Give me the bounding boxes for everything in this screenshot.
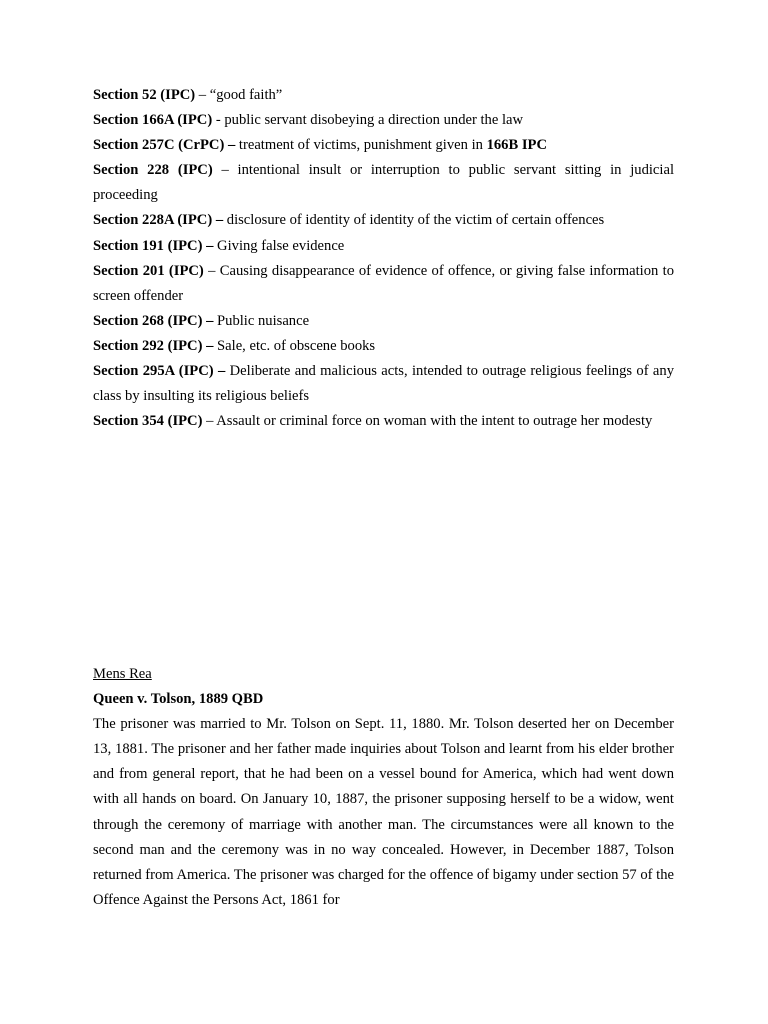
section-entry bbox=[93, 334, 674, 359]
section-ref: Section 228 (IPC) bbox=[93, 162, 213, 179]
section-entry: Section 354 (IPC) – Assault or criminal force on woman with the intent to outrage her modesty bbox=[93, 413, 653, 430]
section-desc: disclosure of identity of identity of the victim of certain offences bbox=[226, 212, 605, 229]
section-desc: Public nuisance bbox=[217, 312, 310, 329]
section-desc: “good faith” bbox=[209, 87, 283, 103]
case-title: Queen v. Tolson, 1889 QBD bbox=[93, 691, 264, 708]
section-desc: treatment of victims, punishment given in bbox=[238, 137, 487, 154]
section-ref: Section 268 (IPC) – bbox=[93, 312, 214, 329]
section-ref: Section 354 (IPC) bbox=[93, 413, 203, 430]
mens-rea-heading: Mens Rea bbox=[93, 666, 152, 682]
section-entry bbox=[93, 359, 674, 409]
section-desc: Sale, etc. of obscene books bbox=[217, 337, 376, 354]
case-body: The prisoner was married to Mr. Tolson on Sept. 11, 1880. Mr. Tolson deserted her on December 13, 1881. The prisoner and her father made inquiries about Tolson and learnt from his elder brother and from general report, that he had been on a vessel bound for America, which had went down with all hands on board. On January 10, 1887, the prisoner supposing herself to be a widow, went through the ceremony of marriage with another man. The circumstances were all known to the second man and the ceremony was in no way concealed. However, in December 1887, Tolson returned from America. The prisoner was charged for the offence of bigamy under section 57 of the Offence Against the Persons Act, 1861 for bbox=[93, 716, 674, 908]
section-ref: Section 52 (IPC) bbox=[93, 87, 196, 103]
section-entry: Section 201 (IPC) – Causing disappearance of evidence of offence, or giving false information to screen offender bbox=[93, 262, 674, 304]
section-entry bbox=[93, 309, 674, 334]
section-ref: Section 228A (IPC) – bbox=[93, 212, 224, 229]
section-list bbox=[93, 83, 674, 434]
section-desc: Assault or criminal force on woman with the intent to outrage her modesty bbox=[216, 413, 653, 430]
section-desc: intentional insult or interruption to public servant sitting in judicial proceeding bbox=[93, 162, 674, 204]
section-ref: Section 191 (IPC) – bbox=[93, 237, 214, 254]
section-entry: Section 228 (IPC) – intentional insult or interruption to public servant sitting in judicial proceeding bbox=[93, 162, 674, 204]
section-desc: Giving false evidence bbox=[217, 237, 345, 254]
section-entry: Section 166A (IPC) - public servant disobeying a direction under the law bbox=[93, 112, 524, 129]
section-ref: Section 201 (IPC) bbox=[93, 262, 204, 279]
section-ref: Section 292 (IPC) – bbox=[93, 337, 214, 354]
section-desc: public servant disobeying a direction under the law bbox=[224, 112, 524, 129]
section-ref: Section 257C (CrPC) – bbox=[93, 137, 236, 154]
section-desc: Causing disappearance of evidence of offence, or giving false information to screen offender bbox=[93, 262, 674, 304]
section-desc: Deliberate and malicious acts, intended to outrage religious feelings of any class by insulting its religious beliefs bbox=[93, 363, 674, 405]
section-ref: Section 295A (IPC) – bbox=[93, 363, 226, 380]
section-entry bbox=[93, 234, 674, 259]
section-ref: Section 166A (IPC) bbox=[93, 112, 213, 129]
section-entry bbox=[93, 208, 674, 233]
section-entry: Section 52 (IPC) – “good faith” bbox=[93, 87, 283, 103]
section-desc-bold: 166B IPC bbox=[486, 137, 547, 154]
section-entry bbox=[93, 133, 674, 158]
mens-rea-section bbox=[93, 662, 674, 913]
